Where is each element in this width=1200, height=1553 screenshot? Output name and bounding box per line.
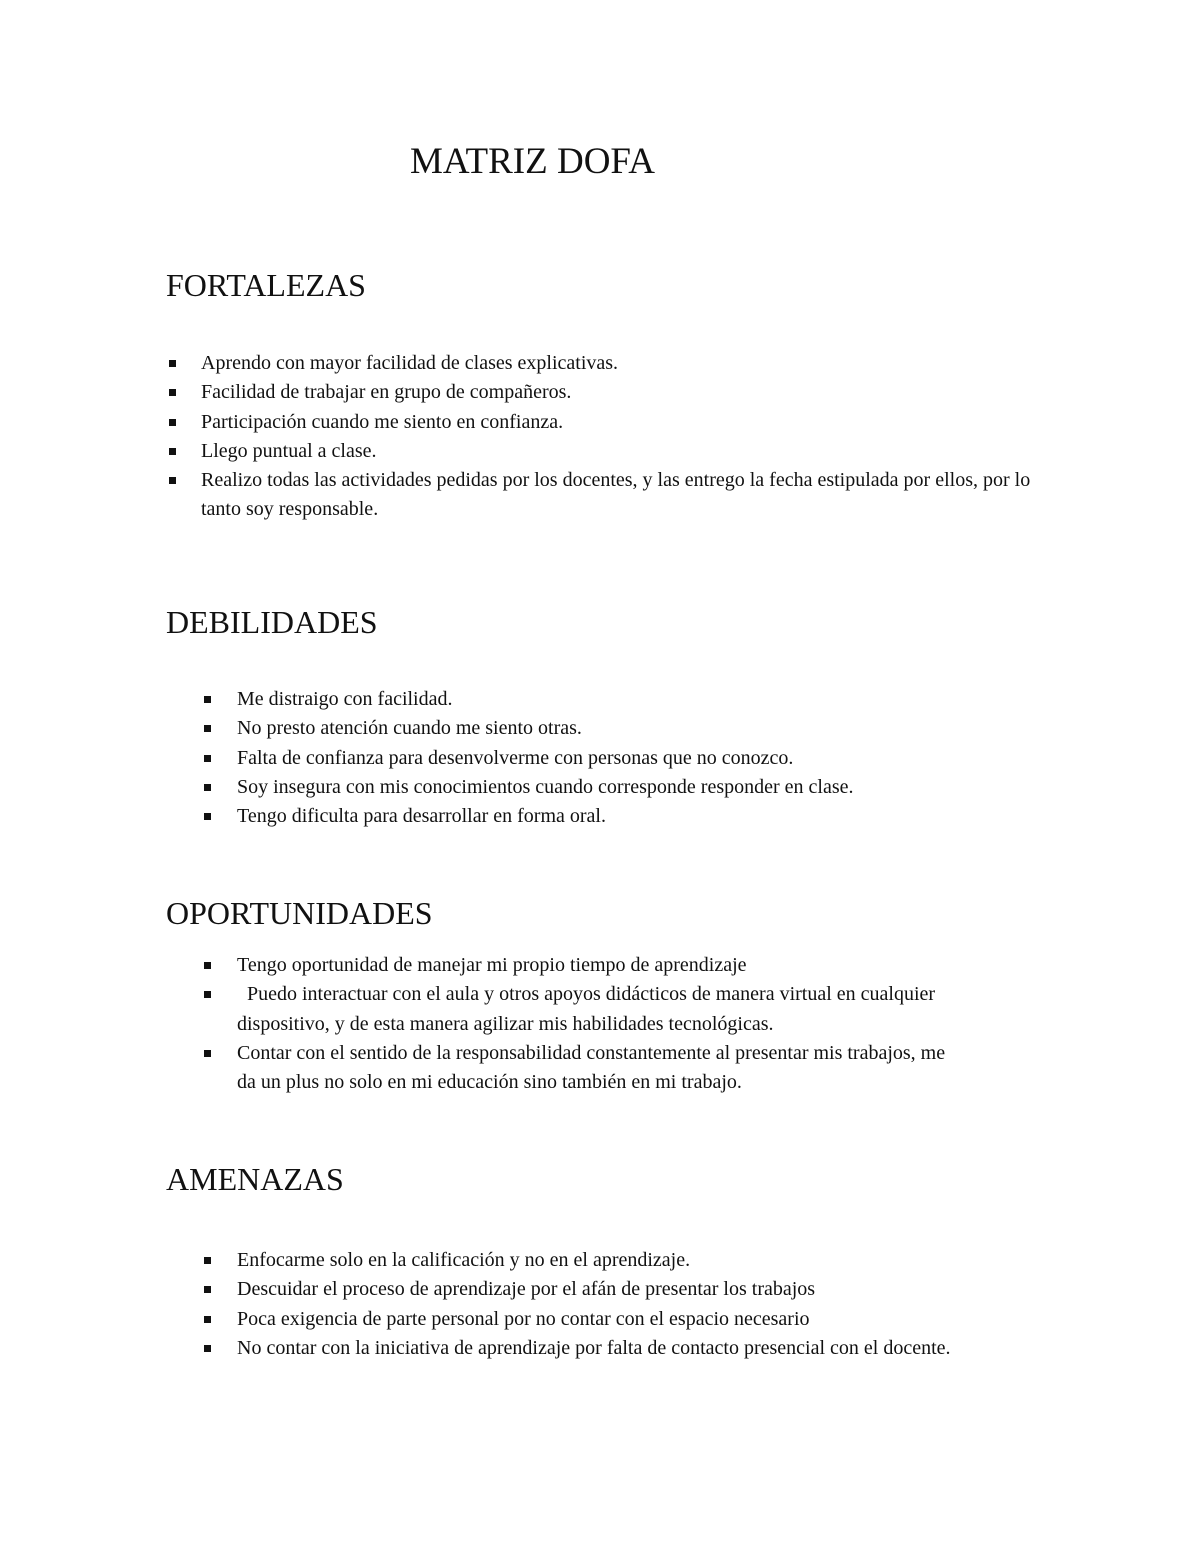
list-item	[166, 773, 1026, 802]
list-debilidades	[166, 685, 1026, 831]
list-item	[166, 1305, 1006, 1334]
section-heading-oportunidades: OPORTUNIDADES	[166, 895, 433, 931]
list-item-text: Aprendo con mayor facilidad de clases explicativas.	[201, 352, 619, 374]
list-item	[166, 1246, 1006, 1275]
list-item-text: Llego puntual a clase.	[201, 439, 377, 462]
list-item-text: No contar con la iniciativa de aprendizaje por falta de contacto presencial con el docente.	[237, 1336, 951, 1359]
list-item	[166, 802, 1026, 831]
square-bullet-icon	[204, 1286, 211, 1293]
list-item	[166, 466, 1046, 525]
list-item	[166, 951, 946, 980]
square-bullet-icon	[204, 1316, 211, 1323]
section-debilidades	[166, 603, 1066, 641]
square-bullet-icon	[169, 477, 176, 484]
square-bullet-icon	[204, 813, 211, 820]
square-bullet-icon	[204, 962, 211, 969]
list-item	[166, 408, 1046, 437]
list-item-text: Enfocarme solo en la calificación y no en el aprendizaje.	[237, 1249, 691, 1271]
list-amenazas	[166, 1246, 1006, 1363]
square-bullet-icon	[169, 360, 176, 367]
square-bullet-icon	[204, 784, 211, 791]
list-fortalezas	[166, 349, 1046, 525]
list-item	[166, 744, 1026, 773]
square-bullet-icon	[204, 1345, 211, 1352]
square-bullet-icon	[204, 755, 211, 762]
list-item	[166, 349, 1046, 378]
square-bullet-icon	[169, 419, 176, 426]
list-item	[166, 1275, 1006, 1304]
list-item	[166, 378, 1046, 407]
list-item-text: Descuidar el proceso de aprendizaje por el afán de presentar los trabajos	[237, 1278, 816, 1301]
list-item-text: Poca exigencia de parte personal por no contar con el espacio necesario	[237, 1307, 810, 1330]
list-item-text: Participación cuando me siento en confianza.	[201, 410, 564, 433]
square-bullet-icon	[204, 725, 211, 732]
square-bullet-icon	[204, 1050, 211, 1057]
list-item	[166, 714, 1026, 743]
section-heading-fortalezas: FORTALEZAS	[166, 267, 366, 303]
list-item-text: Falta de confianza para desenvolverme con personas que no conozco.	[237, 746, 794, 769]
section-heading-amenazas: AMENAZAS	[166, 1161, 344, 1197]
list-item-text: Tengo oportunidad de manejar mi propio tiempo de aprendizaje	[237, 954, 747, 976]
list-item-text: Tengo dificulta para desarrollar en forma oral.	[237, 805, 606, 828]
list-item	[166, 1334, 1006, 1363]
list-item-text: No presto atención cuando me siento otras.	[237, 717, 582, 740]
list-item	[166, 980, 946, 1039]
section-oportunidades	[166, 894, 1066, 932]
list-item-text: Realizo todas las actividades pedidas por los docentes, y las entrego la fecha estipulada por ellos, por lo tanto soy responsable.	[201, 469, 1031, 521]
list-item-text: Me distraigo con facilidad.	[237, 688, 453, 710]
list-item	[166, 1039, 946, 1098]
document-title: MATRIZ DOFA	[410, 141, 655, 182]
list-oportunidades	[166, 951, 946, 1097]
list-item	[166, 437, 1046, 466]
square-bullet-icon	[169, 448, 176, 455]
list-item-text: Facilidad de trabajar en grupo de compañeros.	[201, 381, 572, 404]
list-item	[166, 685, 1026, 714]
list-item-text: Soy insegura con mis conocimientos cuando corresponde responder en clase.	[237, 775, 854, 798]
list-item-text: Puedo interactuar con el aula y otros apoyos didácticos de manera virtual en cualquier dispositivo, y de esta manera agilizar mis habilidades tecnológicas.	[237, 983, 941, 1035]
section-heading-debilidades: DEBILIDADES	[166, 604, 378, 640]
list-item-text: Contar con el sentido de la responsabilidad constantemente al presentar mis trabajos, me da un plus no solo en mi educación sino también en mi trabajo.	[237, 1041, 946, 1094]
square-bullet-icon	[204, 1257, 211, 1264]
square-bullet-icon	[204, 696, 211, 703]
square-bullet-icon	[169, 389, 176, 396]
section-amenazas	[166, 1160, 1066, 1198]
section-fortalezas	[166, 266, 1066, 304]
square-bullet-icon	[204, 991, 211, 998]
